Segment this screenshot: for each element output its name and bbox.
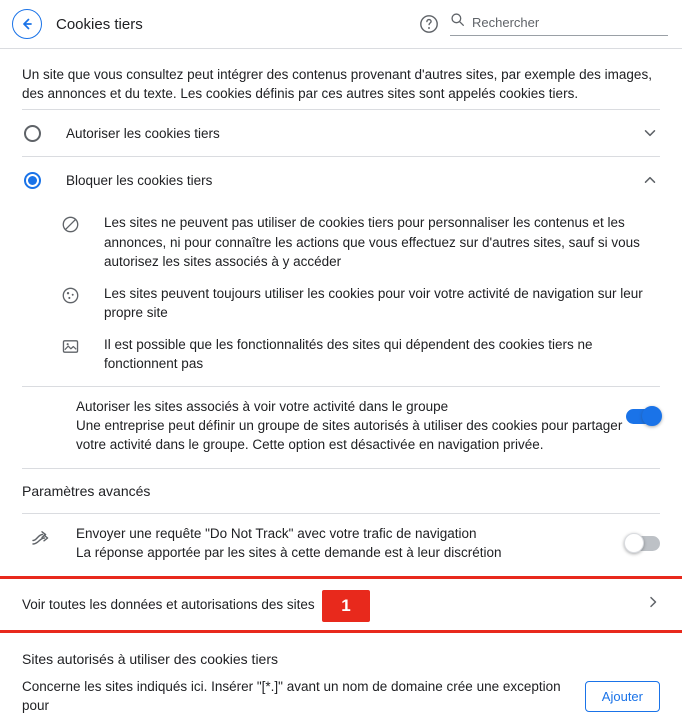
related-sites-row[interactable]	[22, 387, 660, 468]
arrow-left-icon	[19, 16, 35, 32]
allowed-sites-row	[22, 677, 660, 715]
toggle-knob	[624, 533, 644, 553]
back-button[interactable]	[12, 9, 42, 39]
all-site-data-highlight	[0, 576, 682, 633]
related-sites-text	[76, 397, 626, 454]
advanced-section-title: Paramètres avancés	[22, 482, 151, 499]
search-box[interactable]	[450, 12, 668, 36]
do-not-track-toggle[interactable]	[626, 536, 660, 551]
radio-block[interactable]	[24, 172, 41, 189]
chevron-down-icon[interactable]	[640, 123, 660, 143]
chevron-right-icon[interactable]	[646, 595, 660, 614]
add-site-button[interactable]: Ajouter	[585, 681, 660, 712]
allowed-sites-description: Concerne les sites indiqués ici. Insérer "[*.]" avant un nom de domaine crée une exception pour	[22, 678, 561, 713]
do-not-track-title: Envoyer une requête "Do Not Track" avec votre trafic de navigation	[76, 525, 477, 541]
settings-body	[0, 49, 682, 715]
allowed-sites-title: Sites autorisés à utiliser des cookies tiers	[22, 650, 278, 667]
detail-item	[22, 278, 660, 329]
detail-text: Les sites ne peuvent pas utiliser de cookies tiers pour personnaliser les contenus et les annonces, ni pour connaître les actions que vous effectuez sur d'autres sites, sauf si vous autorisez les sites associés à y accéder	[104, 215, 640, 269]
search-input[interactable]	[472, 15, 668, 30]
do-not-track-icon	[30, 527, 54, 547]
do-not-track-row[interactable]	[22, 514, 660, 576]
option-label-block: Bloquer les cookies tiers	[66, 172, 213, 188]
do-not-track-text	[76, 524, 626, 562]
header-actions	[418, 12, 668, 36]
page-header	[0, 0, 682, 48]
help-circle-icon[interactable]	[418, 13, 440, 35]
option-label-allow: Autoriser les cookies tiers	[66, 125, 220, 141]
detail-text: Il est possible que les fonctionnalités des sites qui dépendent des cookies tiers ne fonctionnent pas	[104, 336, 593, 371]
broken-image-icon	[58, 337, 82, 356]
cookie-icon	[58, 286, 82, 305]
block-details-list	[22, 203, 660, 386]
do-not-track-description: La réponse apportée par les sites à cette demande est à leur discrétion	[76, 544, 502, 560]
option-allow-third-party-cookies[interactable]	[22, 110, 660, 156]
page-title: Cookies tiers	[56, 15, 143, 33]
all-site-data-label: Voir toutes les données et autorisations des sites	[22, 596, 315, 612]
detail-item	[22, 329, 660, 380]
related-sites-description: Une entreprise peut définir un groupe de sites autorisés à utiliser des cookies pour partager votre activité dans le groupe. Cette option est désactivée en navigation privée.	[76, 417, 623, 452]
related-sites-title: Autoriser les sites associés à voir votre activité dans le groupe	[76, 398, 449, 414]
option-block-third-party-cookies[interactable]	[22, 157, 660, 203]
related-sites-toggle[interactable]	[626, 409, 660, 424]
block-icon	[58, 215, 82, 234]
toggle-knob	[642, 406, 662, 426]
all-site-data-row[interactable]	[0, 579, 682, 630]
chevron-up-icon[interactable]	[640, 170, 660, 190]
intro-text: Un site que vous consultez peut intégrer des contenus provenant d'autres sites, par exemple des images, des annonces et du texte. Les cookies définis par ces autres sites sont appelés cookies tiers.	[22, 67, 652, 101]
search-icon	[450, 12, 465, 32]
radio-allow[interactable]	[24, 125, 41, 142]
detail-item	[22, 207, 660, 278]
detail-text: Les sites peuvent toujours utiliser les cookies pour voir votre activité de navigation sur leur propre site	[104, 285, 643, 320]
step-badge: 1	[322, 590, 370, 622]
